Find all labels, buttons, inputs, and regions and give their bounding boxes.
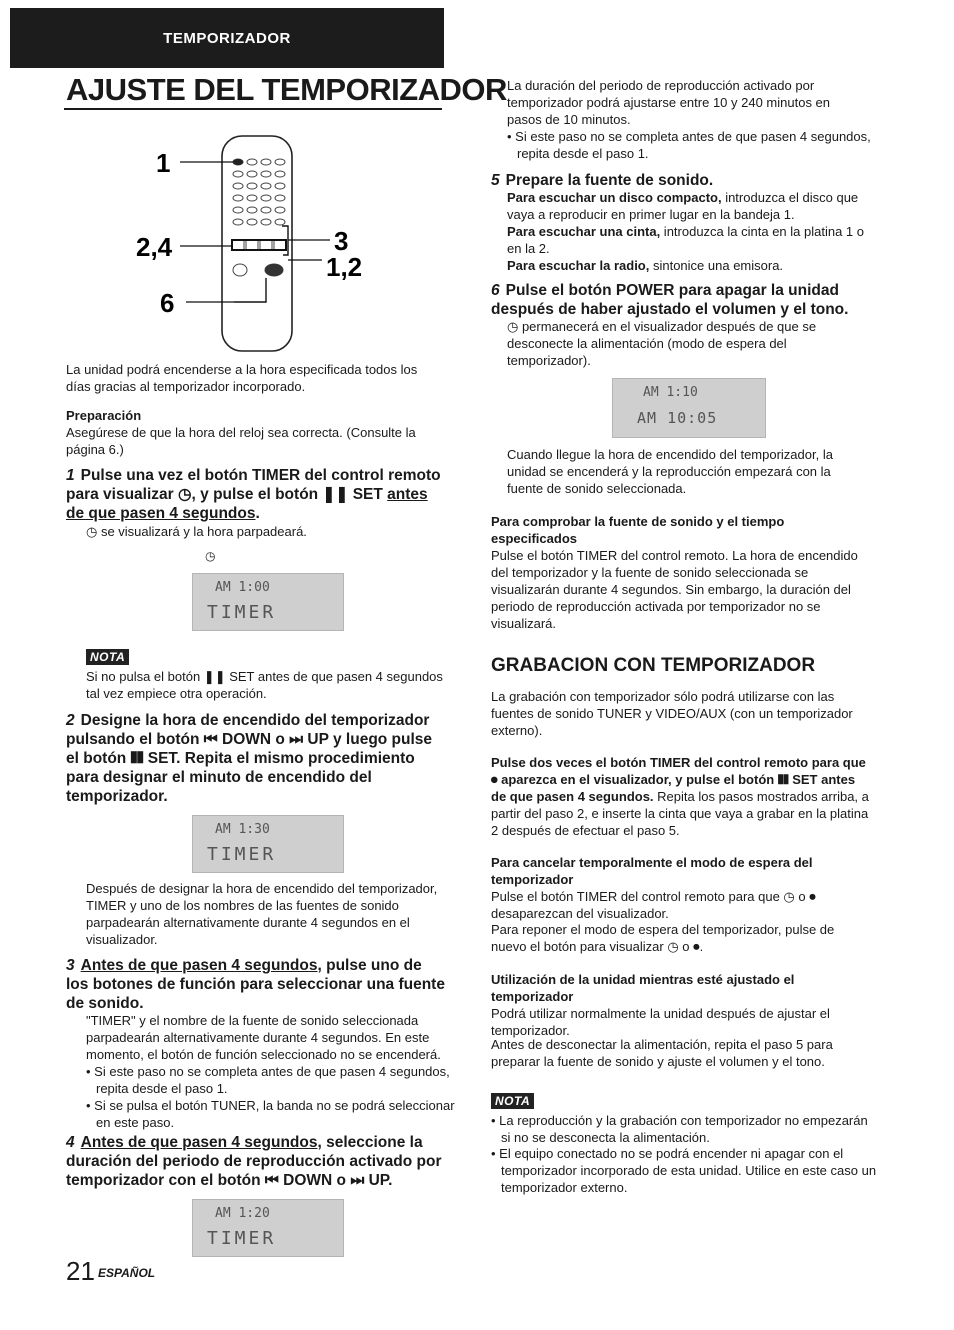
step-number: 1 — [66, 467, 75, 484]
check-text: Pulse el botón TIMER del control remoto. La hora de encendido del temporizador y la fuente de sonido seleccionada se visualizarán durante 4 segundos. Sin embargo, la duración del periodo de reproducción activada por temporizador no se visualizará. — [491, 548, 858, 631]
page-title: AJUSTE DEL TEMPORIZADOR — [66, 72, 507, 107]
use-text: Antes de desconectar la alimentación, repita el paso 5 para preparar la fuente de sonido y ajuste el volumen y el tono. — [491, 1037, 833, 1069]
display-panel-2: AM 1:30 TIMER — [192, 815, 344, 873]
preparation-text: Asegúrese de que la hora del reloj sea correcta. (Consulte la página 6.) — [66, 425, 416, 457]
recording-instructions: Pulse dos veces el botón TIMER del control remoto para que ⏺ aparezca en el visualizador, y pulse el botón ❚❚ SET antes de que pasen 4 segundos. Repita los pasos mostrados arriba, a partir del paso 2, e inserte la cinta que vaya a grabar en la platina 2 después de efectuar el paso 5. — [491, 755, 869, 838]
callout-label-3: 3 — [334, 226, 349, 256]
step-1-note: ◷ se visualizará y la hora parpadeará. — [86, 524, 307, 539]
remote-control-illustration — [136, 130, 380, 360]
step-3-bullet: • Si se pulsa el botón TUNER, la banda no se podrá seleccionar en este paso. — [86, 1098, 455, 1130]
step-5-tape: Para escuchar una cinta, introduzca la cinta en la platina 1 o en la 2. — [507, 224, 864, 256]
step-6: 6 Pulse el botón POWER para apagar la unidad después de haber ajustado el volumen y el tono. — [491, 282, 849, 318]
callout-label-2-4: 2,4 — [136, 232, 173, 262]
timer-start-paragraph: Cuando llegue la hora de encendido del temporizador, la unidad se encenderá y la reproducción empezará con la fuente de sonido seleccionada. — [507, 447, 833, 496]
cancel-heading: Para cancelar temporalmente el modo de espera del temporizador — [491, 855, 813, 887]
note-text: Si no pulsa el botón ❚❚ SET antes de que pasen 4 segundos tal vez empiece otra operación. — [86, 669, 443, 701]
note-bullet: • El equipo conectado no se podrá encender ni apagar con el temporizador incorporado de esta unidad. Utilice en este caso un temporizador externo. — [491, 1146, 877, 1195]
callout-label-1: 1 — [156, 148, 171, 178]
step-1: 1 Pulse una vez el botón TIMER del control remoto para visualizar ◷, y pulse el botón ❚❚ SET antes de que pasen 4 segundos. — [66, 467, 441, 522]
use-text: Podrá utilizar normalmente la unidad después de ajustar el temporizador. — [491, 1006, 830, 1038]
recording-intro: La grabación con temporizador sólo podrá utilizarse con las fuentes de sonido TUNER y VIDEO/AUX (con un temporizador externo). — [491, 689, 853, 738]
check-heading: Para comprobar la fuente de sonido y el tiempo especificados — [491, 514, 785, 546]
section-banner — [10, 8, 444, 68]
step-2: 2 Designe la hora de encendido del temporizador pulsando el botón ⏮ DOWN o ⏭ UP y luego pulse el botón ❚❚ SET. Repita el mismo procedimiento para designar el minuto de encendido del temporizador. — [66, 712, 433, 805]
page-number: 21 — [66, 1256, 95, 1286]
page-language: ESPAÑOL — [98, 1266, 156, 1280]
banner-text: TEMPORIZADOR — [163, 30, 291, 47]
note-badge: NOTA — [491, 1092, 534, 1110]
timer-clock-icon: ◷ — [205, 549, 216, 563]
preparation-heading: Preparación — [66, 408, 142, 423]
cancel-text: Para reponer el modo de espera del temporizador, pulse de nuevo el botón para visualizar ◷ o ⏺. — [491, 922, 835, 954]
step-5-cd: Para escuchar un disco compacto, introduzca el disco que vaya a reproducir en primer lugar en la bandeja 1. — [507, 190, 859, 222]
intro-paragraph: La unidad podrá encenderse a la hora especificada todos los días gracias al temporizador incorporado. — [66, 362, 418, 394]
step-3-note: "TIMER" y el nombre de la fuente de sonido seleccionada parpadearán alternativamente durante 4 segundos. En este momento, el botón de función seleccionado no se encenderá. — [86, 1013, 441, 1062]
step-5: 5 Prepare la fuente de sonido. — [491, 172, 714, 189]
duration-paragraph: La duración del periodo de reproducción activado por temporizador podrá ajustarse entre 10 y 240 minutos en pasos de 10 minutos. — [507, 78, 831, 127]
use-heading: Utilización de la unidad mientras esté ajustado el temporizador — [491, 972, 795, 1004]
display-panel-3: AM 1:20 TIMER — [192, 1199, 344, 1257]
note-bullet: • La reproducción y la grabación con temporizador no empezarán si no se desconecta la alimentación. — [491, 1113, 868, 1145]
callout-label-1-2: 1,2 — [326, 252, 363, 282]
step-6-note: ◷ permanecerá en el visualizador después de que se desconecte la alimentación (modo de espera del temporizador). — [507, 319, 817, 368]
step-4: 4 Antes de que pasen 4 segundos, seleccione la duración del periodo de reproducción activado por temporizador con el botón ⏮ DOWN o ⏭ UP. — [66, 1134, 442, 1189]
recording-section-title: GRABACION CON TEMPORIZADOR — [491, 655, 816, 676]
cancel-text: Pulse el botón TIMER del control remoto para que ◷ o ⏺ desaparezcan del visualizador. — [491, 889, 816, 921]
step-2-note: Después de designar la hora de encendido del temporizador, TIMER y uno de los nombres de las fuentes de sonido parpadearán alternativamente durante 4 segundos en el visualizador. — [86, 881, 438, 947]
step-5-radio: Para escuchar la radio, sintonice una emisora. — [507, 258, 784, 273]
step-3: 3 Antes de que pasen 4 segundos, pulse uno de los botones de función para seleccionar una fuente de sonido. — [66, 957, 445, 1012]
callout-label-6: 6 — [160, 288, 175, 318]
duration-bullet: • Si este paso no se completa antes de que pasen 4 segundos, repita desde el paso 1. — [507, 129, 871, 161]
display-panel-4: AM 1:10 AM 10:05 — [612, 378, 766, 438]
step-3-bullet: • Si este paso no se completa antes de que pasen 4 segundos, repita desde el paso 1. — [86, 1064, 450, 1096]
display-panel-1: AM 1:00 TIMER — [192, 573, 344, 631]
note-badge: NOTA — [86, 648, 129, 666]
title-rule — [64, 108, 442, 110]
